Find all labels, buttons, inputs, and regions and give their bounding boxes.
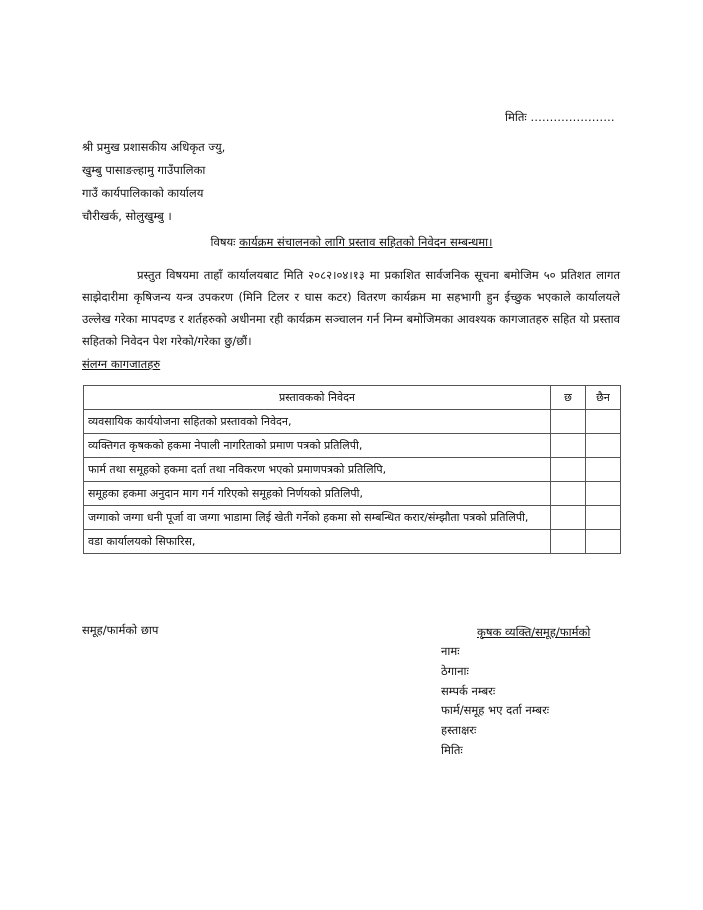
yes-check-cell[interactable]	[551, 434, 586, 458]
no-check-cell[interactable]	[586, 530, 621, 554]
field-date: मितिः	[441, 742, 463, 757]
signature-fields	[441, 642, 549, 761]
address-line-3: गाउँ कार्यपालिकाको कार्यालय	[82, 186, 204, 200]
header-no: छैन	[586, 386, 621, 410]
date-line: मितिः ………………….	[505, 110, 615, 124]
field-contact: सम्पर्क नम्बरः	[441, 683, 496, 698]
yes-check-cell[interactable]	[551, 482, 586, 506]
header-application: प्रस्तावकको निवेदन	[84, 386, 551, 410]
yes-check-cell[interactable]	[551, 458, 586, 482]
yes-check-cell[interactable]	[551, 506, 586, 530]
body-text: प्रस्तुत विषयमा ताहाँ कार्यालयबाट मिति २०८२।०४।१३ मा प्रकाशित सार्वजनिक सूचना बमोजिम ५० प्रतिशत लागत साझेदारीमा कृषिजन्य यन्त्र उपकरण (मिनि टिलर र घास कटर) वितरण कार्यक्रम मा सहभागी हुन ईच्छुक भएकाले कार्यालयले उल्लेख गरेका मापदण्ड र शर्तहरुको अधीनमा रही कार्यक्रम सञ्चालन गर्न निम्न बमोजिमका आवश्यक कागजातहरु सहित यो प्रस्ताव सहितको निवेदन पेश गरेको/गरेका छु/छौं।	[82, 268, 620, 348]
field-registration: फार्म/समूह भए दर्ता नम्बरः	[441, 703, 550, 718]
table-row	[84, 458, 621, 482]
document-cell: समूहका हकमा अनुदान माग गर्न गरिएको समूहको निर्णयको प्रतिलिपी,	[84, 482, 551, 506]
subject-label: विषयः	[210, 235, 236, 249]
table-row	[84, 410, 621, 434]
document-cell: वडा कार्यालयको सिफारिस,	[84, 530, 551, 554]
header-yes: छ	[551, 386, 586, 410]
field-address: ठेगानाः	[441, 663, 469, 678]
document-cell: जग्गाको जग्गा धनी पूर्जा वा जग्गा भाडामा लिई खेती गर्नेको हकमा सो सम्बन्धित करार/संम्झौता पत्रको प्रतिलिपी,	[84, 506, 551, 530]
table-row	[84, 530, 621, 554]
no-check-cell[interactable]	[586, 482, 621, 506]
table-header-row	[84, 386, 621, 410]
document-cell: फार्म तथा समूहको हकमा दर्ता तथा नविकरण भएको प्रमाणपत्रको प्रतिलिपि,	[84, 458, 551, 482]
document-cell: व्यक्तिगत कृषकको हकमा नेपाली नागरिताको प्रमाण पत्रको प्रतिलिपी,	[84, 434, 551, 458]
address-line-4: चौरीखर्क, सोलुखुम्बु ।	[82, 209, 172, 223]
address-line-1: श्री प्रमुख प्रशासकीय अधिकृत ज्यु,	[82, 140, 226, 154]
field-name: नामः	[441, 644, 460, 658]
no-check-cell[interactable]	[586, 410, 621, 434]
subject-text: कार्यक्रम संचालनको लागि प्रस्ताव सहितको निवेदन सम्बन्धमा।	[239, 235, 493, 249]
table-row	[84, 434, 621, 458]
no-check-cell[interactable]	[586, 506, 621, 530]
yes-check-cell[interactable]	[551, 410, 586, 434]
signature-heading: कृषक व्यक्ति/समूह/फार्मको	[477, 625, 591, 639]
no-check-cell[interactable]	[586, 434, 621, 458]
yes-check-cell[interactable]	[551, 530, 586, 554]
body-paragraph	[82, 264, 620, 352]
attachments-table	[83, 385, 621, 554]
table-row	[84, 506, 621, 530]
address-line-2: खुम्बु पासाङल्हामु गाउँपालिका	[82, 163, 206, 177]
attachments-title: संलग्न कागजातहरु	[82, 357, 161, 371]
table-row	[84, 482, 621, 506]
no-check-cell[interactable]	[586, 458, 621, 482]
stamp-label: समूह/फार्मको छाप	[82, 623, 159, 637]
document-cell: व्यवसायिक कार्ययोजना सहितको प्रस्तावको निवेदन,	[84, 410, 551, 434]
subject-line	[0, 235, 703, 250]
field-signature: हस्ताक्षरः	[441, 723, 477, 738]
